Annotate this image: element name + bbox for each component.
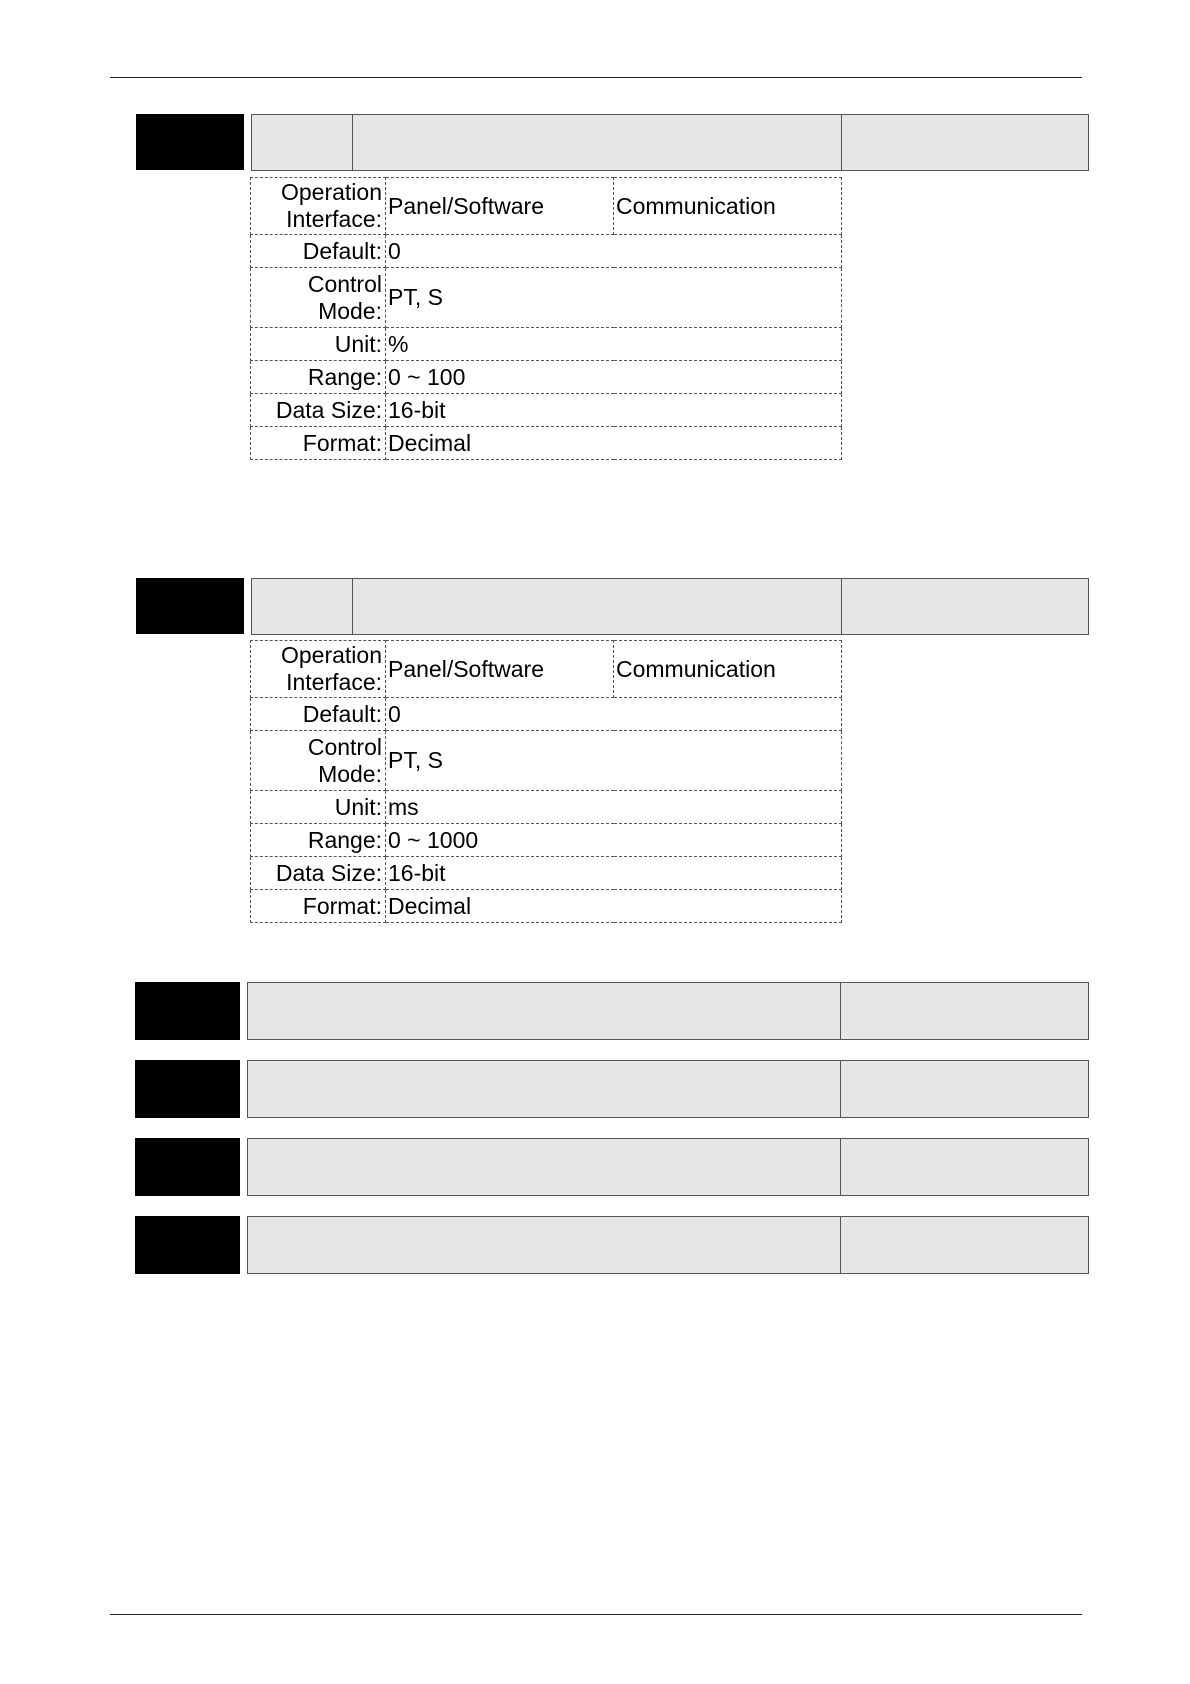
row-label: Default:: [251, 698, 386, 731]
row-label: Default:: [251, 235, 386, 268]
param-code-tab: [136, 578, 244, 634]
header-rule: [110, 77, 1082, 78]
param-code-tab: [135, 1138, 240, 1196]
row-value: 16-bit: [386, 857, 842, 890]
param-header-bar: [251, 578, 1089, 635]
footer-rule: [110, 1614, 1082, 1615]
table-row: [251, 791, 842, 824]
param-header-bar: [247, 982, 1089, 1040]
table-row: [251, 394, 842, 427]
row-label: Control Mode:: [251, 268, 386, 328]
param-table: [250, 177, 842, 460]
table-row: [251, 890, 842, 923]
param-header-bar: [251, 114, 1089, 171]
row-value: Decimal: [386, 890, 842, 923]
param-code-tab: [135, 1060, 240, 1118]
row-value: 0 ~ 100: [386, 361, 842, 394]
table-row: [251, 698, 842, 731]
table-row: [251, 268, 842, 328]
param-header-bar: [247, 1060, 1089, 1118]
row-label: Range:: [251, 824, 386, 857]
param-code-tab: [135, 982, 240, 1040]
param-header-bar: [247, 1138, 1089, 1196]
param-header-bar: [247, 1216, 1089, 1274]
row-label: [251, 641, 386, 698]
table-row: [251, 427, 842, 460]
operation-label: Operation Interface:: [280, 642, 382, 695]
header-divider: [840, 1217, 841, 1273]
row-value: ms: [386, 791, 842, 824]
table-row: [251, 641, 842, 698]
row-value: Communication: [614, 178, 842, 235]
row-label: Unit:: [251, 791, 386, 824]
table-row: [251, 178, 842, 235]
row-value: Panel/Software: [386, 178, 614, 235]
row-label: Format:: [251, 427, 386, 460]
operation-label: Operation Interface:: [280, 179, 382, 232]
row-value: Communication: [614, 641, 842, 698]
param-table: [250, 640, 842, 923]
row-value: 0: [386, 698, 842, 731]
row-label: Format:: [251, 890, 386, 923]
row-value: PT, S: [386, 731, 842, 791]
header-divider: [840, 1061, 841, 1117]
row-label: [251, 178, 386, 235]
header-divider: [352, 115, 353, 170]
table-row: [251, 824, 842, 857]
row-label: Unit:: [251, 328, 386, 361]
header-divider: [841, 115, 842, 170]
header-divider: [840, 1139, 841, 1195]
table-row: [251, 857, 842, 890]
table-row: [251, 328, 842, 361]
row-value: 0 ~ 1000: [386, 824, 842, 857]
row-label: Control Mode:: [251, 731, 386, 791]
row-value: 16-bit: [386, 394, 842, 427]
table-row: [251, 361, 842, 394]
row-value: PT, S: [386, 268, 842, 328]
row-value: Decimal: [386, 427, 842, 460]
param-code-tab: [135, 1216, 240, 1274]
row-value: Panel/Software: [386, 641, 614, 698]
row-label: Data Size:: [251, 394, 386, 427]
row-label: Data Size:: [251, 857, 386, 890]
row-label: Range:: [251, 361, 386, 394]
table-row: [251, 235, 842, 268]
param-code-tab: [136, 114, 244, 170]
header-divider: [841, 579, 842, 634]
table-row: [251, 731, 842, 791]
header-divider: [352, 579, 353, 634]
row-value: 0: [386, 235, 842, 268]
header-divider: [840, 983, 841, 1039]
row-value: %: [386, 328, 842, 361]
